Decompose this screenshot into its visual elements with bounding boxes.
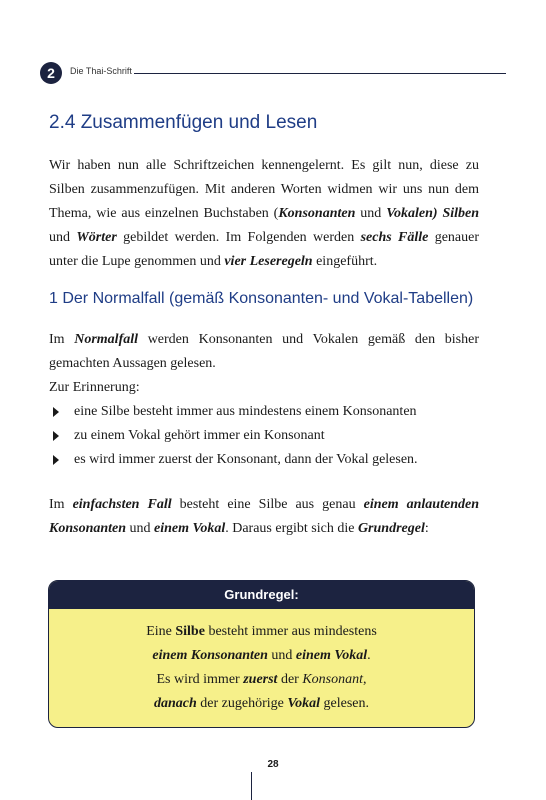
reminder-label: Zur Erinnerung: (49, 380, 140, 395)
rule-line (49, 692, 474, 716)
normalfall-text (49, 328, 479, 376)
text-run: Konsonanten (278, 206, 356, 221)
text-run: der (277, 672, 303, 687)
text-run: und (126, 521, 155, 536)
text-run: sechs Fälle (360, 230, 429, 245)
chapter-number-badge: 2 (40, 62, 62, 84)
rule-line (49, 668, 474, 692)
page-header (40, 62, 506, 84)
text-run: . (367, 648, 371, 663)
text-run: danach (153, 696, 197, 711)
text-run: Normalfall (74, 332, 139, 347)
bullet-arrow-icon (53, 455, 59, 465)
text-run: und (267, 648, 296, 663)
rule-box-body (49, 609, 474, 716)
text-run: Es wird immer (156, 672, 244, 687)
text-run: einem Vokal (295, 648, 368, 663)
text-run: . Daraus ergibt sich die (225, 521, 358, 536)
text-run: Im (49, 497, 73, 512)
text-run: , (363, 672, 367, 687)
text-run: der zugehörige (196, 696, 288, 711)
text-run: vier Leseregeln (224, 254, 313, 269)
text-run: Silben (442, 206, 480, 221)
list-item: eine Silbe besteht immer aus mindestens einem Konsonanten (49, 400, 489, 424)
list-item: zu einem Vokal gehört immer ein Konsonant (49, 424, 489, 448)
rule-line (49, 644, 474, 668)
text-run: Im (49, 332, 75, 347)
text-run: Wörter (76, 230, 117, 245)
rule-line (49, 620, 474, 644)
section-title: 2.4 Zusammenfügen und Lesen (49, 112, 318, 133)
text-run: Silbe (175, 624, 205, 639)
subsection-title: 1 Der Normalfall (gemäß Konsonanten- und Vokal-Tabellen) (49, 290, 474, 307)
text-run: einem Konsonanten (152, 648, 268, 663)
text-run: genauer unter die Lupe genommen und (49, 230, 480, 269)
text-run: Eine (146, 624, 176, 639)
text-run: Vokal (287, 696, 321, 711)
list-item: es wird immer zuerst der Konsonant, dann der Vokal gelesen. (49, 448, 489, 472)
text-run: eingeführt. (312, 254, 378, 269)
bullet-arrow-icon (53, 407, 59, 417)
page-number: 28 (267, 759, 279, 770)
text-run: zuerst (243, 672, 278, 687)
normalfall-paragraph (49, 328, 479, 400)
text-run: Vokalen) (386, 206, 438, 221)
text-run: werden Konsonanten und Vokalen gemäß den bisher gemachten Aussagen gelesen. (49, 332, 479, 371)
einfachster-fall-paragraph (49, 493, 479, 541)
rule-box (48, 580, 475, 728)
text-run: einfachsten Fall (72, 497, 172, 512)
text-run: Wir haben nun alle Schriftzeichen kennengelernt. Es gilt nun, diese zu Silben zusammenzufügen. Mit anderen Worten widmen wir uns nun dem Thema, wie aus einzelnen Buchstaben ( (49, 158, 479, 221)
reminder-list (49, 400, 489, 472)
header-rule (134, 73, 506, 74)
footer-rule (251, 772, 252, 800)
rule-box-heading: Grundregel: (49, 581, 474, 609)
bullet-arrow-icon (53, 431, 59, 441)
text-run: besteht immer aus mindestens (204, 624, 377, 639)
text-run: einem Vokal (154, 521, 226, 536)
text-run: gebildet werden. Im Folgenden werden (116, 230, 361, 245)
text-run: Grundregel (357, 521, 425, 536)
text-run: : (424, 521, 429, 536)
text-run: und (355, 206, 387, 221)
text-run: gelesen. (320, 696, 370, 711)
text-run: und (49, 230, 77, 245)
intro-paragraph (49, 154, 479, 274)
text-run: Konsonant (302, 672, 364, 687)
chapter-title: Die Thai-Schrift (70, 66, 132, 76)
text-run: besteht eine Silbe aus genau (171, 497, 364, 512)
text-run: einem anlautenden Konsonanten (49, 497, 479, 536)
